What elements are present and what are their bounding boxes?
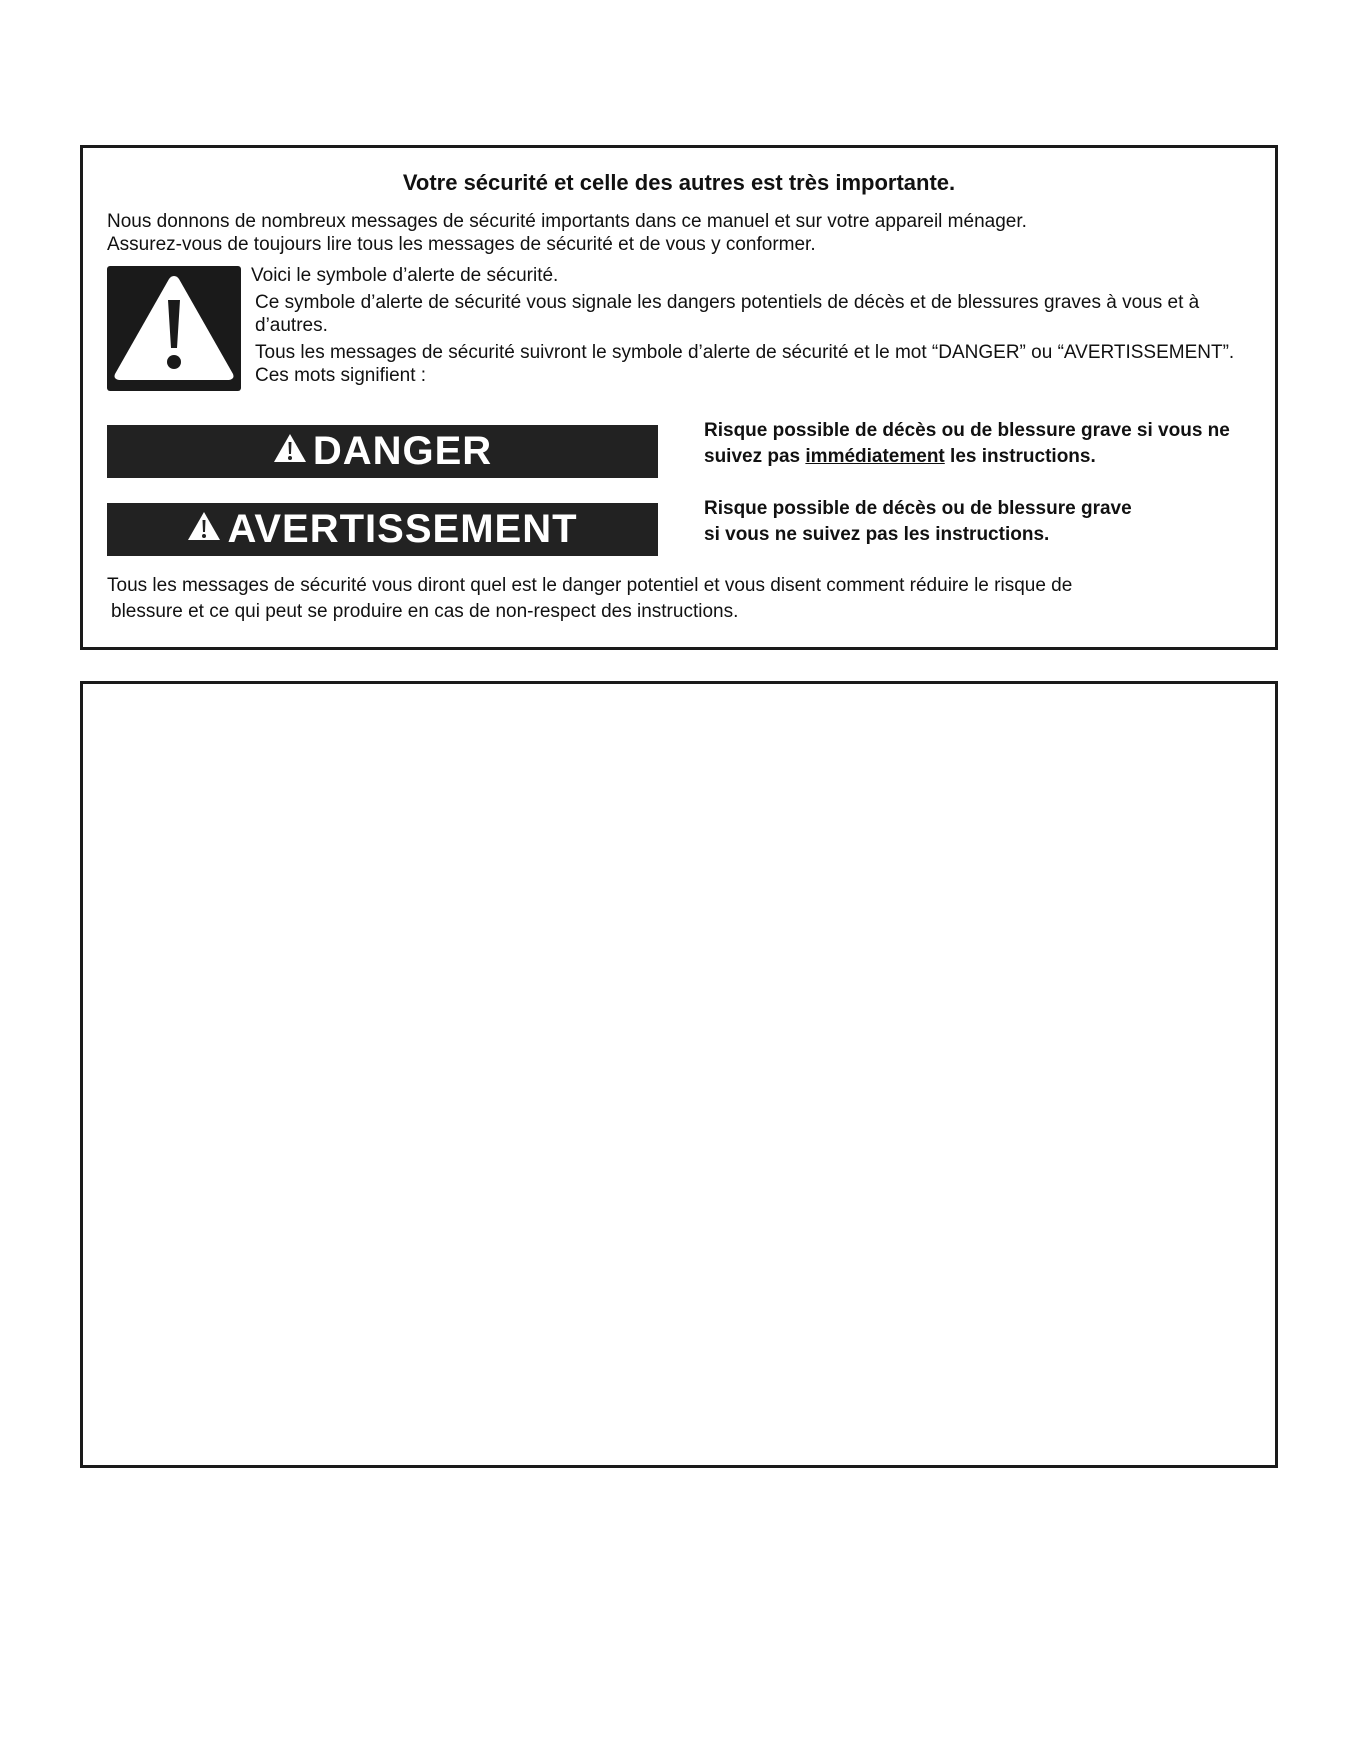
safety-title: Votre sécurité et celle des autres est très importante. — [402, 170, 956, 195]
intro-line-2: Assurez-vous de toujours lire tous les messages de sécurité et de vous y conformer. — [107, 234, 816, 255]
danger-desc-emphasis: immédiatement — [805, 446, 945, 467]
warning-alert-icon — [187, 507, 221, 552]
intro-line-1: Nous donnons de nombreux messages de sécurité importants dans ce manuel et sur votre appareil ménager. — [107, 211, 1027, 232]
danger-label: DANGER — [312, 429, 493, 473]
outro-line-2: blessure et ce qui peut se produire en cas de non-respect des instructions. — [111, 601, 739, 622]
warning-desc-line-1: Risque possible de décès ou de blessure grave — [704, 498, 1132, 519]
symbol-line-2: Ce symbole d’alerte de sécurité vous signale les dangers potentiels de décès et de blessures graves à vous et à d’autres. — [255, 292, 1200, 336]
danger-desc-before: Risque possible de décès ou de blessure grave si vous ne suivez pas — [704, 420, 1230, 467]
danger-description — [704, 418, 1264, 470]
warning-signal-bar — [107, 503, 658, 556]
symbol-explanation — [251, 264, 1261, 391]
warning-label: AVERTISSEMENT — [227, 507, 578, 551]
symbol-line-3: Tous les messages de sécurité suivront le symbole d’alerte de sécurité et le mot “DANGER” ou “AVERTISSEMENT”. Ces mots signifient : — [255, 342, 1235, 386]
safety-alert-triangle-icon — [107, 266, 241, 391]
danger-alert-icon — [273, 429, 307, 474]
danger-signal-bar — [107, 425, 658, 478]
warning-description — [704, 496, 1264, 548]
safety-message-box — [80, 145, 1278, 650]
danger-desc-after: les instructions. — [944, 446, 1096, 467]
empty-content-box — [80, 681, 1278, 1468]
safety-intro — [107, 210, 1247, 256]
safety-outro — [107, 573, 1267, 625]
symbol-line-1: Voici le symbole d’alerte de sécurité. — [251, 265, 559, 286]
outro-line-1: Tous les messages de sécurité vous diront quel est le danger potentiel et vous disent comment réduire le risque de — [107, 575, 1073, 596]
warning-desc-line-2: si vous ne suivez pas les instructions. — [704, 524, 1050, 545]
